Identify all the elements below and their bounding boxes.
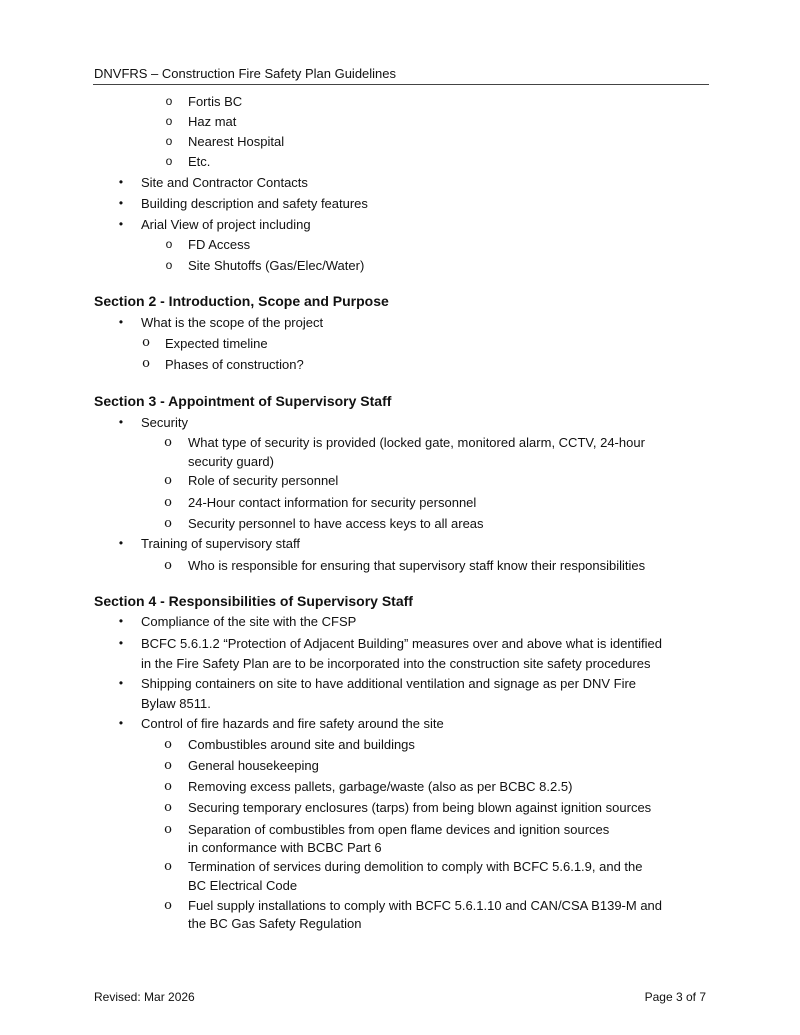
list-item: Security xyxy=(141,415,188,430)
list-item: Control of fire hazards and fire safety around the site xyxy=(141,716,444,731)
list-item: Site and Contractor Contacts xyxy=(141,175,308,190)
page-header: DNVFRS – Construction Fire Safety Plan Guidelines xyxy=(94,66,397,81)
hollow-bullet-icon: o xyxy=(165,134,173,148)
footer-page-number: Page 3 of 7 xyxy=(644,990,706,1004)
list-item: Combustibles around site and buildings xyxy=(188,737,415,752)
omega-bullet-icon: ο xyxy=(142,356,150,371)
list-item: Shipping containers on site to have additional ventilation and signage as per DNV Fire xyxy=(141,676,637,691)
list-item: General housekeeping xyxy=(188,758,319,773)
omega-bullet-icon: ο xyxy=(142,335,150,350)
hollow-bullet-icon: o xyxy=(165,237,173,251)
list-item: Removing excess pallets, garbage/waste (also as per BCBC 8.2.5) xyxy=(188,779,573,794)
list-item: What is the scope of the project xyxy=(141,315,324,330)
omega-bullet-icon: ο xyxy=(164,822,172,837)
footer-revised: Revised: Mar 2026 xyxy=(94,990,195,1004)
list-item: Building description and safety features xyxy=(141,196,368,211)
list-item-continuation: BC Electrical Code xyxy=(188,878,298,893)
list-item: Separation of combustibles from open flame devices and ignition sources xyxy=(188,822,610,837)
list-item: Phases of construction? xyxy=(165,357,304,372)
bullet-icon: • xyxy=(118,315,124,329)
list-item: Etc. xyxy=(188,154,211,169)
bullet-icon: • xyxy=(118,415,124,429)
bullet-icon: • xyxy=(118,217,124,231)
list-item-continuation: in the Fire Safety Plan are to be incorporated into the construction site safety procedures xyxy=(141,656,651,671)
list-item: BCFC 5.6.1.2 “Protection of Adjacent Building” measures over and above what is identified xyxy=(141,636,663,651)
list-item: Arial View of project including xyxy=(141,217,311,232)
list-item: Nearest Hospital xyxy=(188,134,285,149)
list-item: Who is responsible for ensuring that supervisory staff know their responsibilities xyxy=(188,558,646,573)
list-item: Security personnel to have access keys to all areas xyxy=(188,516,484,531)
hollow-bullet-icon: o xyxy=(165,258,173,272)
list-item: Haz mat xyxy=(188,114,237,129)
bullet-icon: • xyxy=(118,175,124,189)
header-rule xyxy=(93,84,709,85)
list-item: Fortis BC xyxy=(188,94,243,109)
list-item: Training of supervisory staff xyxy=(141,536,300,551)
omega-bullet-icon: ο xyxy=(164,516,172,531)
bullet-icon: • xyxy=(118,614,124,628)
omega-bullet-icon: ο xyxy=(164,435,172,450)
list-item-continuation: security guard) xyxy=(188,454,274,469)
list-item: Fuel supply installations to comply with BCFC 5.6.1.10 and CAN/CSA B139-M and xyxy=(188,898,663,913)
section-heading: Section 2 - Introduction, Scope and Purpose xyxy=(94,293,389,309)
hollow-bullet-icon: o xyxy=(165,114,173,128)
omega-bullet-icon: ο xyxy=(164,859,172,874)
list-item-continuation: Bylaw 8511. xyxy=(141,696,211,711)
list-item: Compliance of the site with the CFSP xyxy=(141,614,357,629)
list-item: Termination of services during demolition to comply with BCFC 5.6.1.9, and the xyxy=(188,859,643,874)
omega-bullet-icon: ο xyxy=(164,473,172,488)
list-item: Site Shutoffs (Gas/Elec/Water) xyxy=(188,258,365,273)
bullet-icon: • xyxy=(118,636,124,650)
bullet-icon: • xyxy=(118,716,124,730)
hollow-bullet-icon: o xyxy=(165,94,173,108)
list-item: 24-Hour contact information for security personnel xyxy=(188,495,477,510)
list-item: Securing temporary enclosures (tarps) from being blown against ignition sources xyxy=(188,800,652,815)
omega-bullet-icon: ο xyxy=(164,495,172,510)
list-item-continuation: in conformance with BCBC Part 6 xyxy=(188,840,382,855)
list-item: Expected timeline xyxy=(165,336,268,351)
omega-bullet-icon: ο xyxy=(164,737,172,752)
omega-bullet-icon: ο xyxy=(164,758,172,773)
omega-bullet-icon: ο xyxy=(164,800,172,815)
omega-bullet-icon: ο xyxy=(164,779,172,794)
section-heading: Section 3 - Appointment of Supervisory Staff xyxy=(94,393,392,409)
hollow-bullet-icon: o xyxy=(165,154,173,168)
omega-bullet-icon: ο xyxy=(164,558,172,573)
list-item-continuation: the BC Gas Safety Regulation xyxy=(188,916,362,931)
section-heading: Section 4 - Responsibilities of Supervisory Staff xyxy=(94,593,413,609)
omega-bullet-icon: ο xyxy=(164,898,172,913)
bullet-icon: • xyxy=(118,196,124,210)
list-item: Role of security personnel xyxy=(188,473,339,488)
bullet-icon: • xyxy=(118,536,124,550)
bullet-icon: • xyxy=(118,676,124,690)
list-item: FD Access xyxy=(188,237,251,252)
list-item: What type of security is provided (locked gate, monitored alarm, CCTV, 24-hour xyxy=(188,435,645,450)
